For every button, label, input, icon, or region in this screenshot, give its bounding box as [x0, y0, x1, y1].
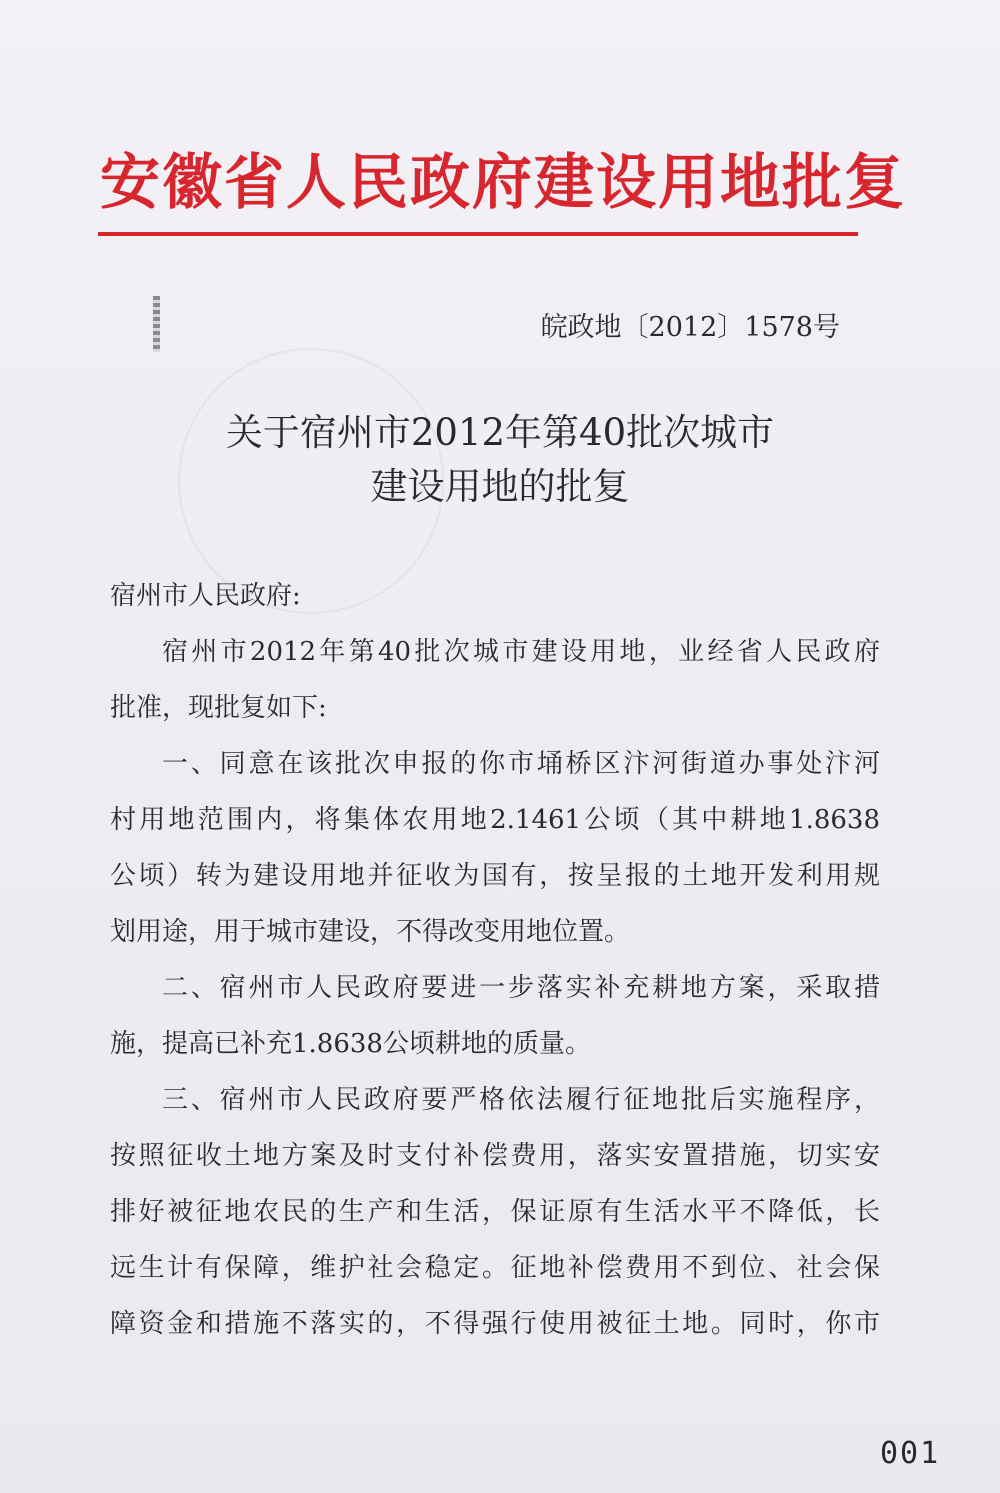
page-number: 001 [880, 1436, 941, 1471]
body-line: 障资金和措施不落实的，不得强行使用被征土地。同时，你市 [110, 1309, 880, 1339]
body-line: 划用途，用于城市建设，不得改变用地位置。 [110, 917, 631, 947]
issuer-header-title: 安徽省人民政府建设用地批复 [100, 148, 906, 218]
header-red-rule [98, 232, 858, 236]
body-line: 远生计有保障，维护社会稳定。征地补偿费用不到位、社会保 [110, 1253, 880, 1283]
binding-staple-mark [153, 296, 160, 352]
body-line: 村用地范围内，将集体农用地2.1461公顷（其中耕地1.8638 [110, 805, 880, 835]
body-line: 三、宿州市人民政府要严格依法履行征地批后实施程序， [162, 1085, 880, 1115]
body-line: 一、同意在该批次申报的你市埇桥区汴河街道办事处汴河 [162, 749, 880, 779]
document-title-line-1: 关于宿州市2012年第40批次城市 [225, 411, 775, 454]
document-title [120, 406, 880, 514]
body-line: 公顷）转为建设用地并征收为国有，按呈报的土地开发利用规 [110, 861, 880, 891]
document-title-line-2: 建设用地的批复 [370, 465, 630, 508]
body-line: 按照征收土地方案及时支付补偿费用，落实安置措施，切实安 [110, 1141, 880, 1171]
body-line: 排好被征地农民的生产和生活，保证原有生活水平不降低，长 [110, 1197, 880, 1227]
recipient-line: 宿州市人民政府: [110, 581, 301, 611]
body-line: 宿州市2012年第40批次城市建设用地，业经省人民政府 [162, 637, 880, 667]
document-body [110, 568, 880, 1352]
document-number: 皖政地〔2012〕1578号 [540, 312, 840, 343]
body-line: 施，提高已补充1.8638公顷耕地的质量。 [110, 1029, 591, 1059]
body-line: 二、宿州市人民政府要进一步落实补充耕地方案，采取措 [162, 973, 880, 1003]
body-line: 批准，现批复如下: [110, 693, 327, 723]
